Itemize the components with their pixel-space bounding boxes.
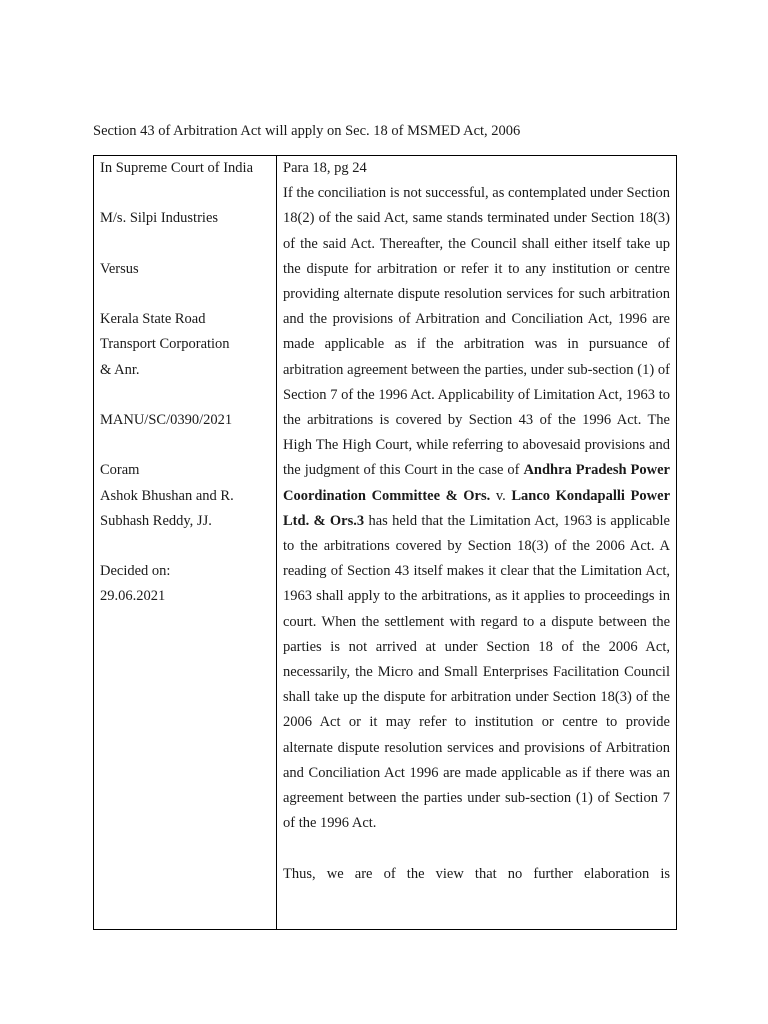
coram-line-1: Ashok Bhushan and R. [100, 487, 234, 504]
appellant-name: M/s. Silpi Industries [100, 210, 219, 227]
coram-label: Coram [100, 462, 140, 479]
excerpt-paragraph-2: Thus, we are of the view that no further elaboration is [283, 865, 670, 882]
excerpt-text-2: has held that the Limitation Act, 1963 is applicable to the arbitrations covered by Section 18(3) of the 2006 Act. A reading of Section 43 itself makes it clear that the Limitation Act, 1963 shall apply to the arbitrations, as it applies to proceedings in court. When the settlement with regard to a dispute between the parties is not arrived at under Section 18 of the 2006 Act, necessarily, the Micro and Small Enterprises Facilitation Council shall take up the dispute for arbitration under Section 18(3) of the 2006 Act or it may refer to institution or centre to provide alternate dispute resolution services and provisions of Arbitration and Conciliation Act 1996 are made applicable as if there was an agreement between the parties under sub-section (1) of Section 7 of the 1996 Act. [283, 512, 670, 832]
page-heading: Section 43 of Arbitration Act will apply on Sec. 18 of MSMED Act, 2006 [93, 123, 521, 139]
respondent-line-2: Transport Corporation [100, 336, 230, 353]
court-name: In Supreme Court of India [100, 160, 254, 176]
case-details-column [100, 156, 269, 610]
versus-abbrev: v. [490, 487, 512, 504]
respondent-line-3: & Anr. [100, 361, 140, 378]
excerpt-text-1: If the conciliation is not successful, as contemplated under Section 18(2) of the said Act, same stands terminated under Section 18(3) of the said Act. Thereafter, the Council shall either itself take up the dispute for arbitration or refer it to any institution or centre providing alternate dispute resolution services for such arbitration and the provisions of Arbitration and Conciliation Act, 1996 are made applicable as if the arbitration was in pursuance of arbitration agreement between the parties, under sub-section (1) of Section 7 of the 1996 Act. Applicability of Limitation Act, 1963 to the arbitrations is covered by Section 43 of the 1996 Act. The High The High Court, while referring to abovesaid provisions and the judgment of this Court in the case of [283, 185, 670, 479]
excerpt-column [283, 156, 670, 887]
citation: MANU/SC/0390/2021 [100, 411, 233, 428]
excerpt-paragraph-1 [283, 181, 670, 836]
decided-label: Decided on: [100, 563, 171, 580]
versus-label: Versus [100, 260, 139, 277]
respondent-line-1: Kerala State Road [100, 311, 206, 328]
case-party-2: Lanco Kondapalli Power Ltd. & Ors.3 [283, 487, 671, 529]
coram-line-2: Subhash Reddy, JJ. [100, 512, 212, 529]
decided-date: 29.06.2021 [100, 588, 166, 605]
paragraph-reference: Para 18, pg 24 [283, 160, 367, 176]
column-divider [276, 156, 277, 929]
case-party-1: Andhra Pradesh Power Coordination Committee & Ors. [283, 462, 670, 504]
case-table [93, 155, 677, 930]
